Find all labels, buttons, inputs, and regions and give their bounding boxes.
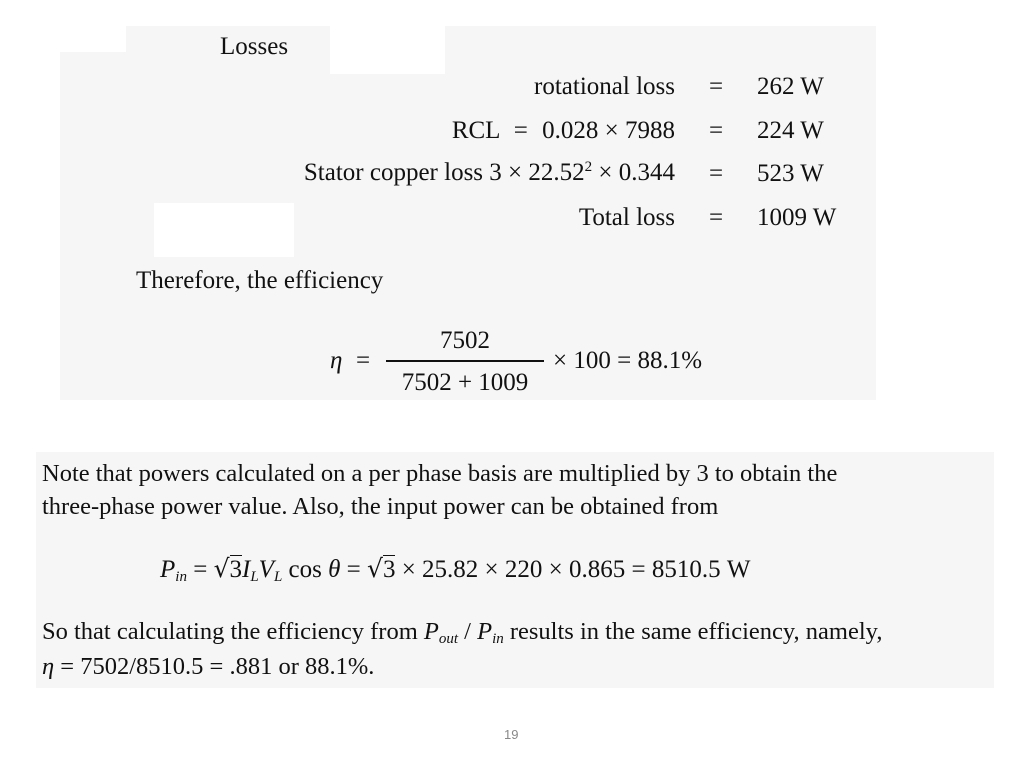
loss-label-total: Total loss <box>578 204 675 231</box>
pin-symbol: P <box>477 618 493 645</box>
equals-sign: = <box>708 73 724 100</box>
pin-equation <box>160 556 750 585</box>
equals-sign: = <box>708 204 724 231</box>
current-symbol: I <box>242 556 251 583</box>
loss-value-rcl: 224 W <box>757 117 824 144</box>
pin-subscript: in <box>492 631 504 647</box>
pin-result: × 25.82 × 220 × 0.865 = 8510.5 W <box>395 556 751 583</box>
loss-label-rcl <box>300 118 675 143</box>
current-subscript: L <box>250 569 259 585</box>
theta-symbol: θ <box>328 556 341 583</box>
conclusion-text-a: So that calculating the efficiency from <box>42 618 424 645</box>
loss-value-total: 1009 W <box>757 204 837 231</box>
note-line-1: Note that powers calculated on a per phase basis are multiplied by 3 to obtain the <box>42 460 838 487</box>
pout-symbol: P <box>423 618 439 645</box>
cos-function: cos <box>282 556 329 583</box>
eta-equals: = <box>356 347 371 374</box>
fraction-bar <box>386 360 544 362</box>
voltage-subscript: L <box>273 569 283 585</box>
slide-page-number: 19 <box>504 727 519 742</box>
scan-gap <box>60 26 126 52</box>
pout-subscript: out <box>438 631 459 647</box>
ratio-slash: / <box>458 618 478 645</box>
conclusion-result: = 7502/8510.5 = .881 or 88.1%. <box>54 653 375 680</box>
equals-sign: = <box>708 160 724 187</box>
eta-symbol: η <box>330 347 343 374</box>
rcl-expression: 0.028 × 7988 <box>542 117 675 144</box>
conclusion-line-2 <box>42 655 374 680</box>
note-line-2: three-phase power value. Also, the input power can be obtained from <box>42 493 719 520</box>
sqrt-symbol: √ <box>367 554 383 583</box>
pin-equals-2: = <box>340 556 368 583</box>
loss-value-stator-copper: 523 W <box>757 160 824 187</box>
efficiency-intro: Therefore, the efficiency <box>136 267 384 294</box>
sqrt-radicand: 3 <box>382 556 396 583</box>
pin-subscript: in <box>175 569 187 585</box>
scan-gap <box>330 26 445 74</box>
loss-value-rotational: 262 W <box>757 73 824 100</box>
rcl-label: RCL <box>451 117 500 144</box>
voltage-symbol: V <box>258 556 274 583</box>
equals-sign: = <box>708 117 724 144</box>
rcl-equals: = <box>513 117 528 144</box>
pin-equals: = <box>186 556 214 583</box>
efficiency-result: × 100 = 88.1% <box>553 347 703 374</box>
pin-symbol: P <box>160 556 176 583</box>
stator-expr-suffix: × 0.344 <box>592 159 675 186</box>
loss-label-stator-copper <box>200 160 675 185</box>
conclusion-line-1 <box>42 620 882 647</box>
fraction-denominator: 7502 + 1009 <box>401 369 529 396</box>
scan-gap <box>154 203 294 257</box>
losses-heading: Losses <box>220 33 289 60</box>
conclusion-text-b: results in the same efficiency, namely, <box>503 618 883 645</box>
stator-expr-prefix: Stator copper loss 3 × 22.52 <box>303 159 585 186</box>
eta-symbol: η <box>42 653 55 680</box>
sqrt-symbol: √ <box>213 554 230 583</box>
sqrt-radicand: 3 <box>229 556 242 583</box>
fraction-numerator: 7502 <box>440 327 490 354</box>
loss-label-rotational: rotational loss <box>534 73 675 100</box>
stator-exponent: 2 <box>584 159 593 175</box>
